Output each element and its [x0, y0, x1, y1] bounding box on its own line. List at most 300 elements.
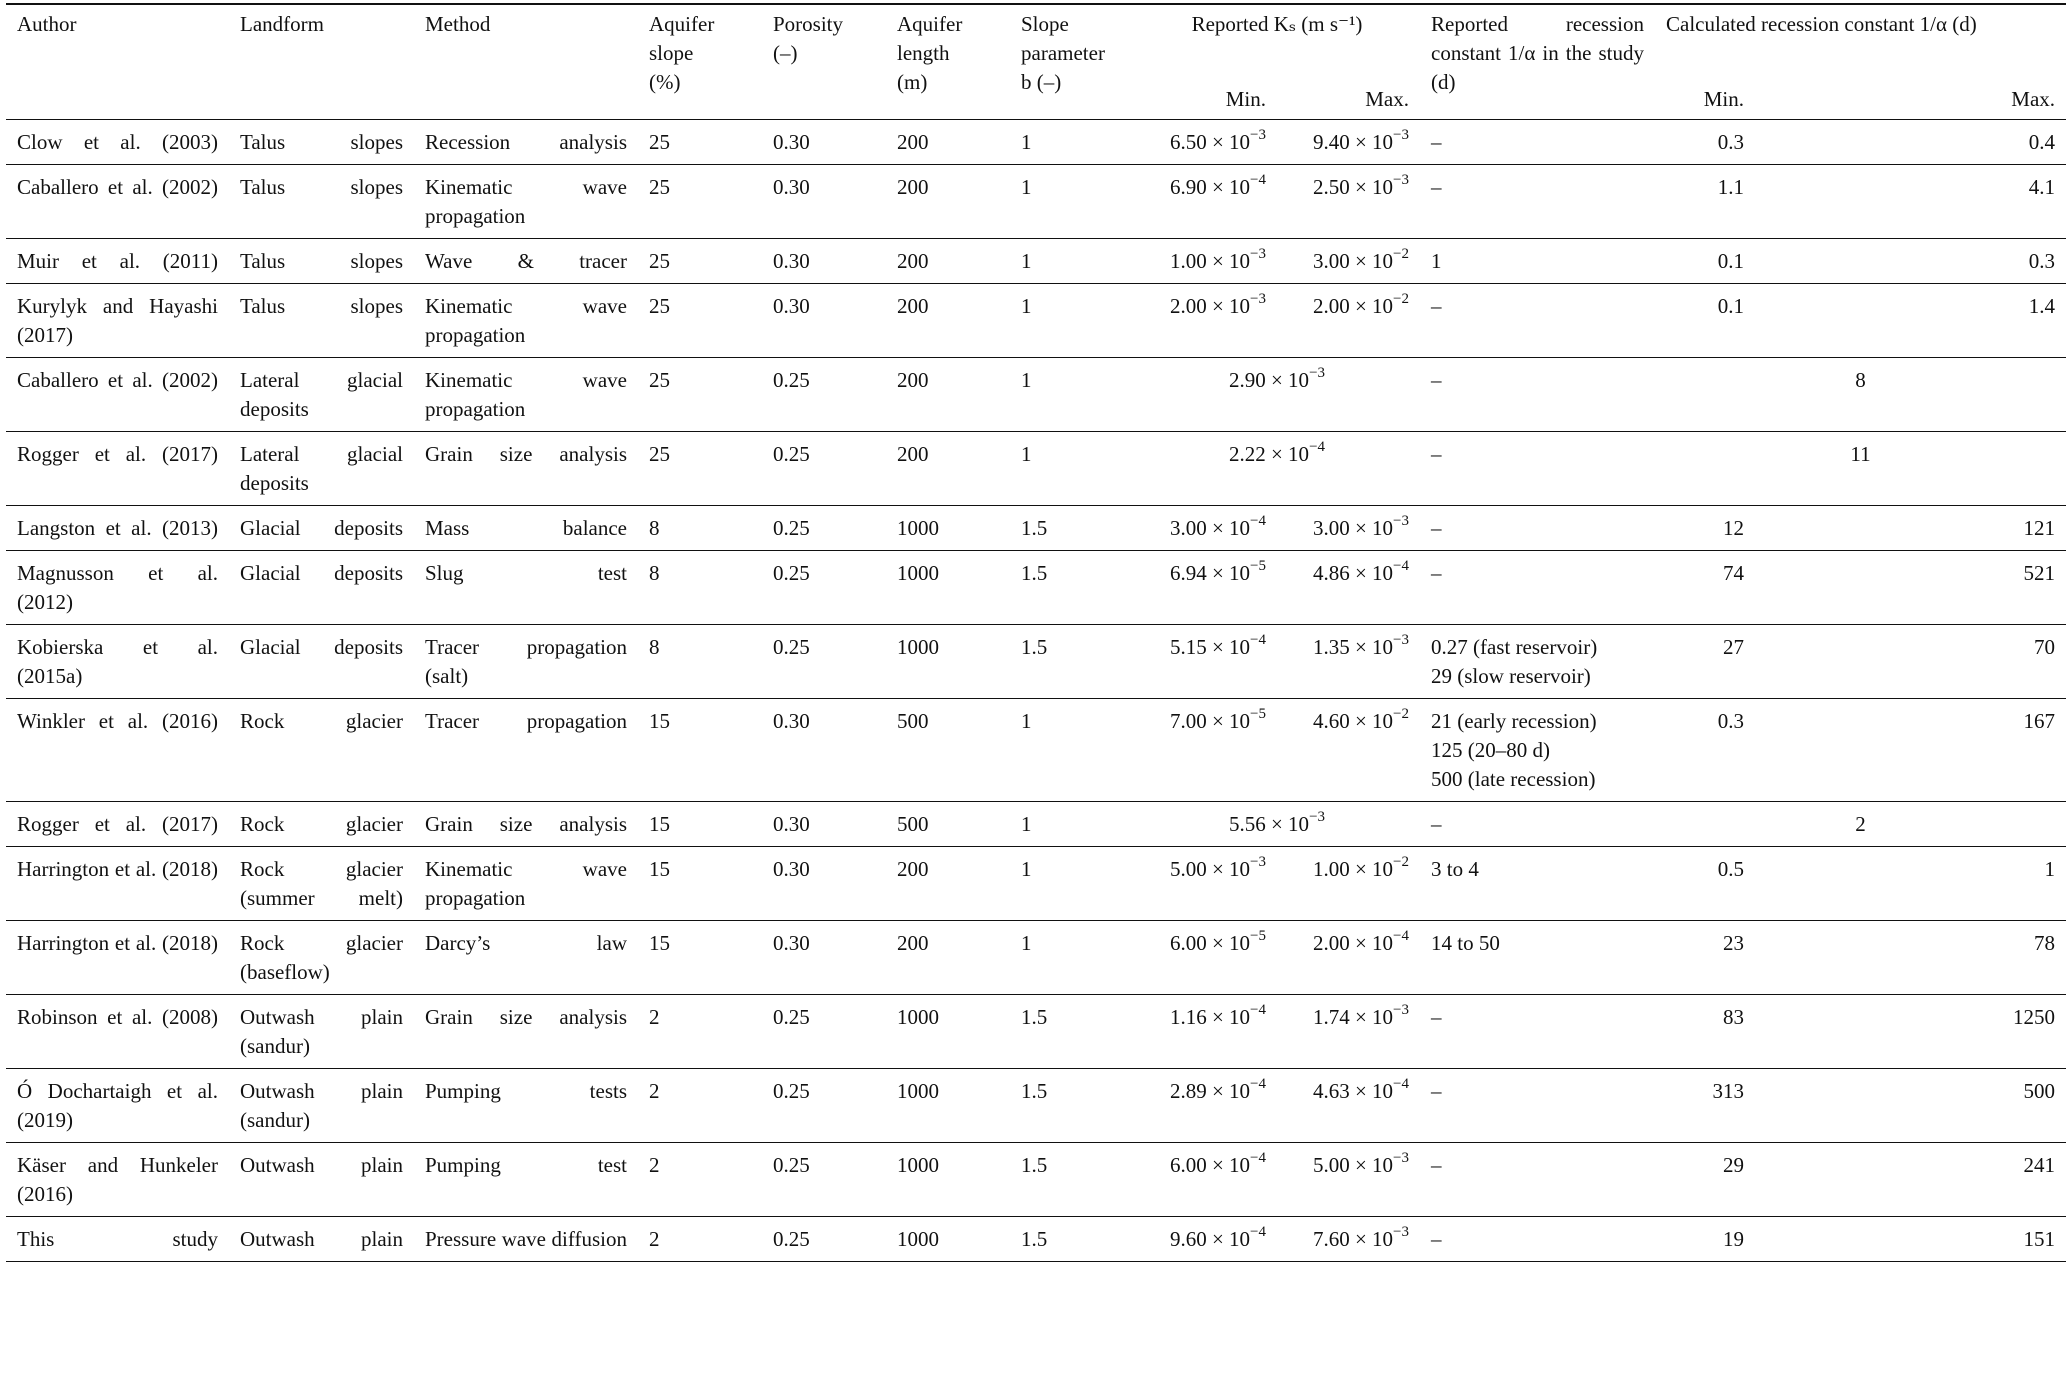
cell-aquifer-length: 200 [897, 249, 929, 273]
cell-ks-min [1134, 847, 1277, 921]
ks-times-ten: × 10 [1206, 1227, 1251, 1251]
cell-ks-max [1277, 551, 1420, 625]
ks-exponent: −4 [1309, 439, 1326, 455]
aquifer-parameters-table [6, 3, 2066, 1262]
cell-porosity: 0.30 [773, 130, 810, 154]
cell-reported-recession: – [1431, 516, 1442, 540]
ks-mantissa: 2.00 [1312, 294, 1350, 318]
cell-calc-min: 0.5 [1717, 857, 1744, 881]
cell-ks-max [1277, 1217, 1420, 1262]
cell-author: Langston et al. (2013) [17, 516, 218, 540]
cell-calc-max: 241 [2023, 1153, 2056, 1177]
ks-mantissa: 4.60 [1312, 709, 1350, 733]
cell-method: Kinematic wave propagation [425, 368, 627, 421]
cell-ks-max [1277, 1143, 1420, 1217]
cell-slope-parameter: 1.5 [1021, 1079, 1048, 1103]
ks-exponent: −3 [1393, 1224, 1409, 1240]
cell-method: Pressure wave diffusion [425, 1227, 627, 1251]
ks-times-ten: × 10 [1349, 1005, 1394, 1029]
cell-slope-parameter: 1 [1021, 368, 1032, 392]
cell-slope-parameter: 1.5 [1021, 516, 1048, 540]
table-row [6, 551, 2066, 625]
cell-aquifer-slope: 2 [649, 1005, 660, 1029]
ks-times-ten: × 10 [1349, 1079, 1394, 1103]
cell-slope-parameter: 1 [1021, 130, 1032, 154]
cell-calc-max: 78 [2034, 931, 2056, 955]
cell-aquifer-length: 200 [897, 857, 929, 881]
table-row [6, 239, 2066, 284]
cell-reported-recession: – [1431, 812, 1442, 836]
cell-aquifer-length: 1000 [897, 635, 939, 659]
ks-exponent: −4 [1250, 1150, 1266, 1166]
table-row [6, 432, 2066, 506]
cell-author: Harrington et al. (2018) [17, 857, 218, 881]
cell-ks-single [1134, 802, 1420, 847]
ks-times-ten: × 10 [1206, 931, 1251, 955]
cell-ks-max [1277, 120, 1420, 165]
cell-reported-recession: 3 to 4 [1431, 857, 1479, 881]
table-row [6, 921, 2066, 995]
cell-slope-parameter: 1 [1021, 442, 1032, 466]
cell-method: Kinematic wave propagation [425, 857, 627, 910]
cell-method: Recession analysis [425, 130, 627, 154]
ks-times-ten: × 10 [1265, 442, 1310, 466]
cell-aquifer-length: 1000 [897, 1005, 939, 1029]
cell-method: Tracer propagation (salt) [425, 635, 627, 688]
table-row [6, 165, 2066, 239]
cell-author: Harrington et al. (2018) [17, 931, 218, 955]
cell-porosity: 0.30 [773, 812, 810, 836]
cell-method: Slug test [425, 561, 627, 585]
ks-mantissa: 7.60 [1312, 1227, 1350, 1251]
ks-times-ten: × 10 [1349, 635, 1394, 659]
ks-exponent: −4 [1393, 1076, 1409, 1092]
ks-times-ten: × 10 [1206, 561, 1251, 585]
cell-porosity: 0.30 [773, 175, 810, 199]
ks-exponent: −4 [1250, 1002, 1266, 1018]
table-row [6, 1217, 2066, 1262]
cell-author: Caballero et al. (2002) [17, 175, 218, 199]
ks-mantissa: 5.15 [1169, 635, 1207, 659]
cell-ks-max [1277, 625, 1420, 699]
cell-ks-max [1277, 921, 1420, 995]
cell-aquifer-length: 200 [897, 931, 929, 955]
cell-landform: Rock glacier (baseflow) [240, 931, 403, 984]
cell-method: Darcy’s law [425, 931, 627, 955]
cell-calc-min: 27 [1723, 635, 1744, 659]
ks-mantissa: 2.90 [1228, 368, 1266, 392]
ks-exponent: −5 [1250, 928, 1266, 944]
cell-ks-min [1134, 921, 1277, 995]
ks-mantissa: 6.90 [1169, 175, 1207, 199]
ks-times-ten: × 10 [1349, 857, 1394, 881]
ks-times-ten: × 10 [1349, 931, 1394, 955]
ks-mantissa: 1.74 [1312, 1005, 1350, 1029]
ks-times-ten: × 10 [1206, 130, 1251, 154]
ks-exponent: −2 [1393, 291, 1409, 307]
table-body [6, 120, 2066, 1262]
cell-aquifer-length: 500 [897, 812, 929, 836]
table-row [6, 699, 2066, 802]
ks-times-ten: × 10 [1206, 294, 1251, 318]
header-calc-max: Max. [2011, 87, 2056, 111]
cell-author: Magnusson et al. (2012) [17, 561, 218, 614]
ks-mantissa: 2.00 [1312, 931, 1350, 955]
ks-mantissa: 1.16 [1169, 1005, 1207, 1029]
ks-times-ten: × 10 [1349, 249, 1394, 273]
ks-times-ten: × 10 [1206, 1153, 1251, 1177]
cell-calc-single: 11 [1850, 442, 1871, 466]
ks-times-ten: × 10 [1349, 516, 1394, 540]
cell-slope-parameter: 1 [1021, 294, 1032, 318]
cell-ks-min [1134, 506, 1277, 551]
cell-calc-min: 19 [1723, 1227, 1744, 1251]
cell-ks-single [1134, 432, 1420, 506]
cell-landform: Glacial deposits [240, 635, 403, 659]
cell-ks-max [1277, 284, 1420, 358]
ks-mantissa: 5.00 [1312, 1153, 1350, 1177]
table-row [6, 506, 2066, 551]
cell-slope-parameter: 1.5 [1021, 1005, 1048, 1029]
cell-slope-parameter: 1 [1021, 931, 1032, 955]
ks-times-ten: × 10 [1206, 249, 1251, 273]
cell-porosity: 0.30 [773, 249, 810, 273]
cell-landform: Talus slopes [240, 294, 403, 318]
ks-mantissa: 4.86 [1312, 561, 1350, 585]
ks-times-ten: × 10 [1206, 857, 1251, 881]
table-row [6, 847, 2066, 921]
ks-times-ten: × 10 [1206, 175, 1251, 199]
cell-method: Pumping tests [425, 1079, 627, 1103]
cell-calc-min: 74 [1723, 561, 1744, 585]
cell-landform: Glacial deposits [240, 516, 403, 540]
ks-exponent: −3 [1393, 172, 1409, 188]
ks-exponent: −4 [1250, 1076, 1266, 1092]
ks-mantissa: 1.35 [1312, 635, 1350, 659]
cell-reported-recession: – [1431, 442, 1442, 466]
ks-mantissa: 2.50 [1312, 175, 1350, 199]
cell-author: Käser and Hunkeler (2016) [17, 1153, 218, 1206]
header-method: Method [425, 12, 491, 36]
cell-method: Grain size analysis [425, 1005, 627, 1029]
cell-author: Kurylyk and Hayashi (2017) [17, 294, 218, 347]
cell-calc-min: 0.3 [1717, 130, 1744, 154]
table-row [6, 120, 2066, 165]
cell-porosity: 0.30 [773, 709, 810, 733]
header-ks-max: Max. [1365, 87, 1409, 111]
cell-reported-recession: – [1431, 1153, 1442, 1177]
cell-landform: Rock glacier [240, 709, 403, 733]
cell-aquifer-slope: 25 [649, 249, 670, 273]
cell-aquifer-slope: 15 [649, 812, 670, 836]
ks-mantissa: 5.56 [1228, 812, 1266, 836]
ks-exponent: −2 [1393, 706, 1409, 722]
cell-ks-max [1277, 165, 1420, 239]
ks-exponent: −3 [1393, 127, 1409, 143]
ks-mantissa: 2.22 [1228, 442, 1266, 466]
ks-exponent: −4 [1393, 928, 1409, 944]
cell-landform: Lateral glacial deposits [240, 368, 403, 421]
cell-porosity: 0.25 [773, 442, 810, 466]
ks-times-ten: × 10 [1349, 709, 1394, 733]
ks-exponent: −4 [1250, 513, 1266, 529]
ks-times-ten: × 10 [1206, 1079, 1251, 1103]
ks-times-ten: × 10 [1265, 368, 1310, 392]
cell-slope-parameter: 1.5 [1021, 1227, 1048, 1251]
header-ks-min: Min. [1225, 87, 1266, 111]
cell-ks-max [1277, 995, 1420, 1069]
ks-mantissa: 9.40 [1312, 130, 1350, 154]
ks-mantissa: 6.00 [1169, 1153, 1207, 1177]
cell-aquifer-length: 1000 [897, 1227, 939, 1251]
ks-mantissa: 6.50 [1169, 130, 1207, 154]
cell-aquifer-slope: 25 [649, 294, 670, 318]
cell-aquifer-length: 500 [897, 709, 929, 733]
cell-landform: Rock glacier [240, 812, 403, 836]
ks-mantissa: 3.00 [1312, 249, 1350, 273]
cell-reported-recession: 21 (early recession) 125 (20–80 d) 500 (late recession) [1431, 709, 1597, 791]
header-slope-parameter: Slope parameter b (–) [1021, 12, 1105, 94]
ks-times-ten: × 10 [1349, 294, 1394, 318]
table-row [6, 802, 2066, 847]
ks-mantissa: 4.63 [1312, 1079, 1350, 1103]
header-landform: Landform [240, 12, 324, 36]
cell-calc-min: 313 [1712, 1079, 1744, 1103]
cell-slope-parameter: 1.5 [1021, 561, 1048, 585]
cell-reported-recession: – [1431, 368, 1442, 392]
cell-method: Kinematic wave propagation [425, 175, 627, 228]
cell-slope-parameter: 1.5 [1021, 1153, 1048, 1177]
cell-aquifer-length: 200 [897, 442, 929, 466]
cell-porosity: 0.25 [773, 635, 810, 659]
cell-author: Caballero et al. (2002) [17, 368, 218, 392]
cell-method: Tracer propagation [425, 709, 627, 733]
header-aquifer-slope: Aquifer slope (%) [649, 12, 715, 94]
cell-landform: Outwash plain [240, 1227, 403, 1251]
cell-porosity: 0.25 [773, 1079, 810, 1103]
ks-exponent: −4 [1250, 632, 1266, 648]
cell-ks-min [1134, 625, 1277, 699]
cell-ks-min [1134, 165, 1277, 239]
cell-porosity: 0.25 [773, 561, 810, 585]
cell-method: Pumping test [425, 1153, 627, 1177]
cell-author: Muir et al. (2011) [17, 249, 218, 273]
ks-mantissa: 3.00 [1169, 516, 1207, 540]
ks-exponent: −3 [1250, 246, 1266, 262]
cell-slope-parameter: 1 [1021, 709, 1032, 733]
cell-aquifer-length: 200 [897, 175, 929, 199]
ks-mantissa: 5.00 [1169, 857, 1207, 881]
cell-calc-max: 1 [2044, 857, 2056, 881]
cell-aquifer-slope: 2 [649, 1079, 660, 1103]
cell-ks-min [1134, 1143, 1277, 1217]
cell-method: Grain size analysis [425, 442, 627, 466]
cell-calc-single: 2 [1855, 812, 1866, 836]
cell-aquifer-length: 1000 [897, 1153, 939, 1177]
cell-method: Grain size analysis [425, 812, 627, 836]
cell-landform: Glacial deposits [240, 561, 403, 585]
cell-aquifer-slope: 25 [649, 175, 670, 199]
cell-author: Rogger et al. (2017) [17, 812, 218, 836]
cell-aquifer-slope: 2 [649, 1227, 660, 1251]
cell-ks-max [1277, 506, 1420, 551]
cell-reported-recession: – [1431, 130, 1442, 154]
cell-calc-min: 83 [1723, 1005, 1744, 1029]
table-row [6, 1069, 2066, 1143]
cell-ks-min [1134, 1069, 1277, 1143]
cell-calc-min: 0.1 [1717, 249, 1744, 273]
cell-ks-min [1134, 1217, 1277, 1262]
ks-exponent: −3 [1393, 632, 1409, 648]
ks-times-ten: × 10 [1206, 709, 1251, 733]
cell-calc-max: 70 [2034, 635, 2056, 659]
ks-exponent: −3 [1309, 365, 1326, 381]
ks-exponent: −5 [1250, 706, 1266, 722]
cell-porosity: 0.30 [773, 931, 810, 955]
ks-exponent: −2 [1393, 854, 1409, 870]
cell-calc-max: 0.4 [2028, 130, 2056, 154]
ks-exponent: −3 [1250, 127, 1266, 143]
ks-mantissa: 9.60 [1169, 1227, 1207, 1251]
cell-calc-max: 4.1 [2028, 175, 2056, 199]
header-calculated-recession: Calculated recession constant 1/α (d) [1666, 12, 1977, 36]
table-row [6, 284, 2066, 358]
cell-porosity: 0.25 [773, 516, 810, 540]
cell-calc-max: 0.3 [2028, 249, 2056, 273]
table-container [6, 3, 2066, 1262]
table-row [6, 358, 2066, 432]
ks-mantissa: 7.00 [1169, 709, 1207, 733]
cell-ks-single [1134, 358, 1420, 432]
cell-aquifer-length: 1000 [897, 1079, 939, 1103]
cell-aquifer-slope: 25 [649, 442, 670, 466]
ks-mantissa: 2.89 [1169, 1079, 1207, 1103]
cell-slope-parameter: 1 [1021, 857, 1032, 881]
cell-aquifer-length: 200 [897, 294, 929, 318]
cell-calc-max: 500 [2023, 1079, 2056, 1103]
cell-landform: Outwash plain (sandur) [240, 1005, 403, 1058]
cell-reported-recession: – [1431, 561, 1442, 585]
cell-ks-max [1277, 847, 1420, 921]
cell-author: Robinson et al. (2008) [17, 1005, 218, 1029]
cell-calc-max: 1250 [2013, 1005, 2056, 1029]
ks-times-ten: × 10 [1349, 175, 1394, 199]
ks-times-ten: × 10 [1349, 130, 1394, 154]
header-aquifer-length: Aquifer length (m) [897, 12, 963, 94]
cell-slope-parameter: 1 [1021, 175, 1032, 199]
ks-mantissa: 1.00 [1169, 249, 1207, 273]
cell-calc-min: 23 [1723, 931, 1744, 955]
cell-porosity: 0.30 [773, 857, 810, 881]
cell-aquifer-slope: 8 [649, 561, 660, 585]
cell-aquifer-length: 200 [897, 368, 929, 392]
cell-porosity: 0.25 [773, 1005, 810, 1029]
header-porosity: Porosity (–) [773, 12, 844, 65]
cell-reported-recession: – [1431, 1079, 1442, 1103]
cell-landform: Lateral glacial deposits [240, 442, 403, 495]
cell-aquifer-slope: 8 [649, 635, 660, 659]
cell-slope-parameter: 1.5 [1021, 635, 1048, 659]
cell-porosity: 0.25 [773, 1227, 810, 1251]
cell-calc-min: 0.3 [1717, 709, 1744, 733]
cell-calc-max: 1.4 [2028, 294, 2056, 318]
cell-aquifer-length: 200 [897, 130, 929, 154]
cell-ks-min [1134, 699, 1277, 802]
cell-calc-min: 0.1 [1717, 294, 1744, 318]
ks-exponent: −3 [1309, 809, 1326, 825]
cell-reported-recession: 0.27 (fast reservoir) 29 (slow reservoir) [1431, 635, 1598, 688]
cell-porosity: 0.25 [773, 368, 810, 392]
cell-calc-max: 121 [2023, 516, 2056, 540]
cell-aquifer-slope: 2 [649, 1153, 660, 1177]
cell-aquifer-length: 1000 [897, 516, 939, 540]
ks-exponent: −4 [1393, 558, 1409, 574]
header-reported-ks: Reported Kₛ (m s⁻¹) [1191, 12, 1363, 36]
cell-landform: Outwash plain (sandur) [240, 1079, 403, 1132]
cell-method: Wave & tracer [425, 249, 627, 273]
cell-porosity: 0.30 [773, 294, 810, 318]
cell-reported-recession: – [1431, 1005, 1442, 1029]
cell-reported-recession: – [1431, 1227, 1442, 1251]
cell-ks-max [1277, 239, 1420, 284]
ks-mantissa: 1.00 [1312, 857, 1350, 881]
cell-ks-max [1277, 1069, 1420, 1143]
ks-mantissa: 3.00 [1312, 516, 1350, 540]
ks-exponent: −3 [1250, 291, 1266, 307]
cell-calc-min: 12 [1723, 516, 1744, 540]
cell-landform: Talus slopes [240, 130, 403, 154]
cell-author: Ó Dochartaigh et al. (2019) [17, 1079, 218, 1132]
ks-times-ten: × 10 [1265, 812, 1310, 836]
cell-author: Rogger et al. (2017) [17, 442, 218, 466]
ks-mantissa: 6.00 [1169, 931, 1207, 955]
ks-exponent: −2 [1393, 246, 1409, 262]
ks-exponent: −3 [1393, 513, 1409, 529]
cell-calc-min: 29 [1723, 1153, 1744, 1177]
ks-exponent: −4 [1250, 1224, 1266, 1240]
table-row [6, 625, 2066, 699]
cell-landform: Outwash plain [240, 1153, 403, 1177]
cell-reported-recession: – [1431, 294, 1442, 318]
ks-exponent: −4 [1250, 172, 1266, 188]
header-author: Author [17, 12, 77, 36]
ks-mantissa: 2.00 [1169, 294, 1207, 318]
cell-aquifer-slope: 25 [649, 368, 670, 392]
table-row [6, 995, 2066, 1069]
cell-author: Kobierska et al. (2015a) [17, 635, 218, 688]
cell-ks-min [1134, 239, 1277, 284]
ks-times-ten: × 10 [1206, 635, 1251, 659]
ks-times-ten: × 10 [1349, 561, 1394, 585]
table-header [6, 4, 2066, 120]
cell-landform: Rock glacier (summer melt) [240, 857, 403, 910]
cell-ks-min [1134, 995, 1277, 1069]
ks-exponent: −5 [1250, 558, 1266, 574]
ks-exponent: −3 [1393, 1002, 1409, 1018]
table-row [6, 1143, 2066, 1217]
ks-times-ten: × 10 [1349, 1227, 1394, 1251]
cell-reported-recession: 14 to 50 [1431, 931, 1500, 955]
cell-porosity: 0.25 [773, 1153, 810, 1177]
cell-calc-min: 1.1 [1717, 175, 1744, 199]
cell-aquifer-slope: 8 [649, 516, 660, 540]
cell-method: Mass balance [425, 516, 627, 540]
cell-aquifer-slope: 15 [649, 931, 670, 955]
cell-landform: Talus slopes [240, 175, 403, 199]
ks-exponent: −3 [1393, 1150, 1409, 1166]
ks-mantissa: 6.94 [1169, 561, 1207, 585]
cell-aquifer-length: 1000 [897, 561, 939, 585]
